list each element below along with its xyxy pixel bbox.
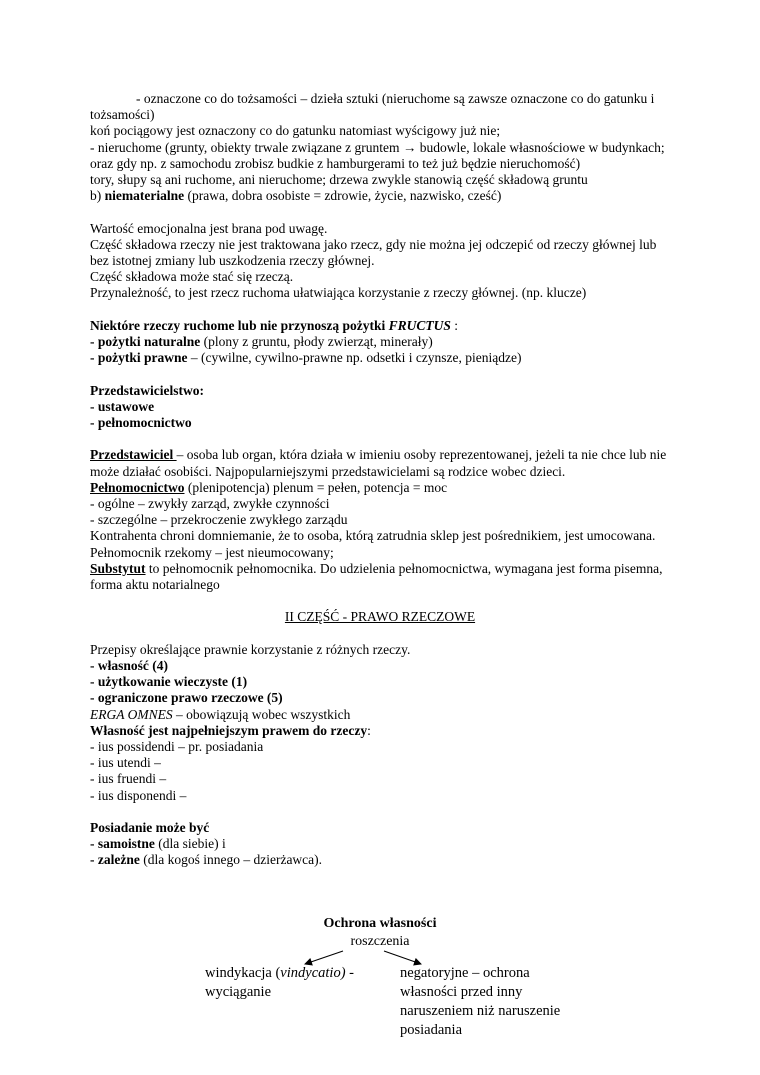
list-item: - własność (4) <box>90 658 168 674</box>
list-item: - samoistne (dla siebie) i <box>90 836 226 852</box>
text-line: Część składowa rzeczy nie jest traktowana jako rzecz, gdy nie można jej odczepić od rzeczy głównej lub bez istotnej zmiany lub uszkodzenia rzeczy głównej. <box>90 236 657 269</box>
section-heading: Niektóre rzeczy ruchome lub nie przynoszą pożytki FRUCTUS : <box>90 317 458 333</box>
text-line: Przynależność, to jest rzecz ruchoma ułatwiająca korzystanie z rzeczy głównej. (np. klucze) <box>90 285 587 301</box>
text-line: - oznaczone co do tożsamości – dzieła sztuki (nieruchome są zawsze oznaczone co do gatunku i tożsamości) <box>90 91 655 123</box>
list-item: - ustawowe <box>90 398 155 414</box>
list-item: - użytkowanie wieczyste (1) <box>90 674 248 690</box>
list-item: - pożytki prawne – (cywilne, cywilno-prawne np. odsetki i czynsze, pieniądze) <box>90 350 522 366</box>
arrow-right-icon <box>384 951 421 964</box>
text-line: Substytut to pełnomocnik pełnomocnika. Do udzielenia pełnomocnictwa, wymagana jest forma pisemna, forma aktu notarialnego <box>90 560 663 593</box>
text-line: Własność jest najpełniejszym prawem do rzeczy: <box>90 722 371 738</box>
list-item: - ograniczone prawo rzeczowe (5) <box>90 690 283 706</box>
section-title: II CZĘŚĆ - PRAWO RZECZOWE <box>284 609 476 625</box>
diagram-title: Ochrona własności <box>323 916 437 931</box>
text-line: - nieruchome (grunty, obiekty trwale związane z gruntem → budowle, lokale własnościowe w budynkach; oraz gdy np. z samochodu zrobisz budkie z hamburgerami to też już będzie nieruchomość) <box>90 139 665 171</box>
diagram-left-node: windykacja (vindycatio) - wyciąganie <box>205 965 354 1000</box>
list-item: - ius possidendi – pr. posiadania <box>90 739 264 755</box>
text-line: tory, słupy są ani ruchome, ani nieruchome; drzewa zwykle stanowią część składową gruntu <box>90 172 588 188</box>
list-item: - ius disponendi – <box>90 787 187 803</box>
list-item: - ius utendi – <box>90 755 161 771</box>
text-line: Wartość emocjonalna jest brana pod uwagę. <box>90 220 328 236</box>
text-line: Pełnomocnik rzekomy – jest nieumocowany; <box>90 544 334 560</box>
section-heading: Posiadanie może być <box>90 820 210 836</box>
text-line: Przepisy określające prawnie korzystanie z różnych rzeczy. <box>90 641 411 657</box>
text-line: Kontrahenta chroni domniemanie, że to osoba, którą zatrudnia sklep jest pośrednikiem, jest umocowana. <box>90 528 656 544</box>
arrow-left-icon <box>305 951 343 964</box>
text-line: ERGA OMNES – obowiązują wobec wszystkich <box>90 706 351 722</box>
list-item: - szczególne – przekroczenie zwykłego zarządu <box>90 512 348 528</box>
list-item: - ogólne – zwykły zarząd, zwykłe czynności <box>90 496 330 512</box>
list-item: - pożytki naturalne (plony z gruntu, płody zwierząt, minerały) <box>90 334 433 350</box>
text-line: b) niematerialne (prawa, dobra osobiste = zdrowie, życie, nazwisko, cześć) <box>90 188 502 204</box>
text-line: koń pociągowy jest oznaczony co do gatunku natomiast wyścigowy już nie; <box>90 123 501 139</box>
list-item: - pełnomocnictwo <box>90 415 192 431</box>
diagram-right-node: negatoryjne – ochrona własności przed inny naruszeniem niż naruszenie posiadania <box>400 965 561 1038</box>
text-line: Przedstawiciel – osoba lub organ, która działa w imieniu osoby reprezentowanej, jeżeli ta nie chce lub nie może działać osobiści. Najpopularniejszymi przedstawicielami są rodzice wobec dzieci. <box>90 447 667 479</box>
text-line: Część składowa może stać się rzeczą. <box>90 269 294 285</box>
section-heading: Przedstawicielstwo: <box>90 382 204 398</box>
diagram-subtitle: roszczenia <box>350 934 410 949</box>
document-body <box>90 91 670 869</box>
list-item: - ius fruendi – <box>90 771 167 787</box>
list-item: - zależne (dla kogoś innego – dzierżawca). <box>90 852 323 868</box>
arrow-icon: → <box>402 139 417 155</box>
text-line: Pełnomocnictwo (plenipotencja) plenum = pełen, potencja = moc <box>90 479 448 495</box>
